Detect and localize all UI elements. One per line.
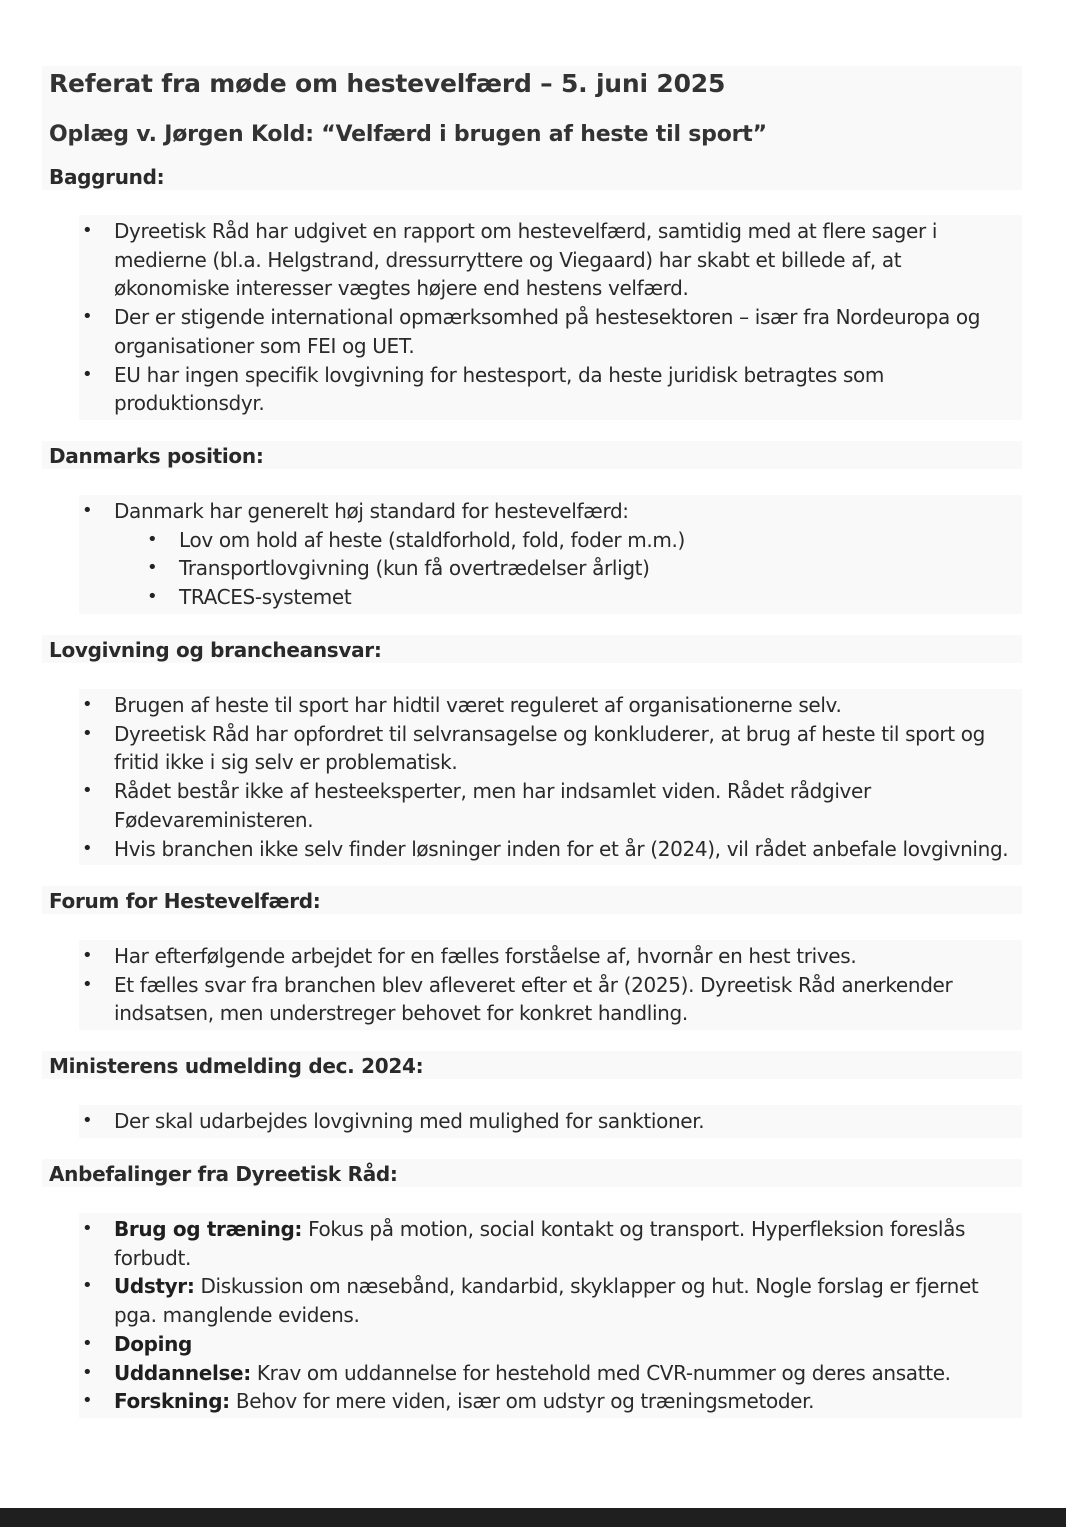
section-heading-baggrund: Baggrund: (49, 165, 165, 189)
section-heading-forum: Forum for Hestevelfærd: (49, 889, 321, 913)
list-item: • Der er stigende international opmærksomhed på hestesektoren – især fra Nordeuropa og organisationer som FEI og UET. (79, 303, 1022, 360)
term-label: Forskning: (114, 1389, 230, 1414)
list-subitem: • Lov om hold af heste (staldforhold, fold, foder m.m.) (79, 526, 1022, 555)
term-text: Fokus på motion, social kontakt og transport. Hyperfleksion foreslås forbudt. (114, 1217, 966, 1270)
list-item: • Rådet består ikke af hesteeksperter, men har indsamlet viden. Rådet rådgiver Fødevareministeren. (79, 777, 1022, 834)
list-anbefalinger (79, 1213, 1022, 1418)
list-subitem: • Transportlovgivning (kun få overtrædelser årligt) (79, 554, 1022, 583)
term-text: Diskussion om næsebånd, kandarbid, skyklapper og hut. Nogle forslag er fjernet pga. manglende evidens. (114, 1274, 979, 1328)
list-item (79, 1359, 1022, 1388)
list-item: • Dyreetisk Råd har udgivet en rapport om hestevelfærd, samtidig med at flere sager i medierne (bl.a. Helgstrand, dressurryttere og Viegaard) har skabt et billede af, at økonomiske interesser vægtes højere end hestens velfærd. (79, 217, 1022, 303)
term-text: Behov for mere viden, især om udstyr og træningsmetoder. (229, 1389, 815, 1414)
term-label: Udstyr: (114, 1274, 195, 1299)
list-item: • Dyreetisk Råd har opfordret til selvransagelse og konkluderer, at brug af heste til sport og fritid ikke i sig selv er problematisk. (79, 720, 1022, 777)
list-danmarks-position (79, 495, 1022, 614)
page-subtitle: Oplæg v. Jørgen Kold: “Velfærd i brugen af heste til sport” (49, 122, 767, 147)
list-item: • Har efterfølgende arbejdet for en fælles forståelse af, hvornår en hest trives. (79, 942, 1022, 971)
list-item: • Danmark har generelt høj standard for hestevelfærd: (79, 497, 1022, 526)
section-heading-ministerens-udmelding: Ministerens udmelding dec. 2024: (49, 1054, 424, 1078)
list-ministerens-udmelding (79, 1105, 1022, 1138)
list-item: • Der skal udarbejdes lovgivning med mulighed for sanktioner. (79, 1107, 1022, 1136)
term-label: Uddannelse: (114, 1360, 251, 1385)
list-item: • Brugen af heste til sport har hidtil været reguleret af organisationerne selv. (79, 691, 1022, 720)
list-item: • Hvis branchen ikke selv finder løsninger inden for et år (2024), vil rådet anbefale lovgivning. (79, 835, 1022, 864)
section-heading-danmarks-position: Danmarks position: (49, 444, 264, 468)
list-baggrund (79, 215, 1022, 420)
list-item (79, 1272, 1022, 1329)
term-text: Krav om uddannelse for hestehold med CVR-nummer og deres ansatte. (250, 1360, 951, 1385)
list-item (79, 1215, 1022, 1272)
section-heading-lovgivning: Lovgivning og brancheansvar: (49, 638, 382, 662)
section-heading-anbefalinger: Anbefalinger fra Dyreetisk Råd: (49, 1162, 398, 1186)
list-item: • EU har ingen specifik lovgivning for hestesport, da heste juridisk betragtes som produktionsdyr. (79, 361, 1022, 418)
list-subitem: • TRACES-systemet (79, 583, 1022, 612)
list-item (79, 1387, 1022, 1416)
term-label: Doping (114, 1331, 192, 1356)
list-item: • Et fælles svar fra branchen blev afleveret efter et år (2025). Dyreetisk Råd anerkender indsatsen, men understreger behovet for konkret handling. (79, 971, 1022, 1028)
list-item (79, 1330, 1022, 1359)
term-label: Brug og træning: (114, 1217, 303, 1241)
page-title: Referat fra møde om hestevelfærd – 5. juni 2025 (49, 69, 726, 98)
list-lovgivning (79, 689, 1022, 865)
list-forum (79, 940, 1022, 1030)
bottom-bar (0, 1508, 1066, 1527)
